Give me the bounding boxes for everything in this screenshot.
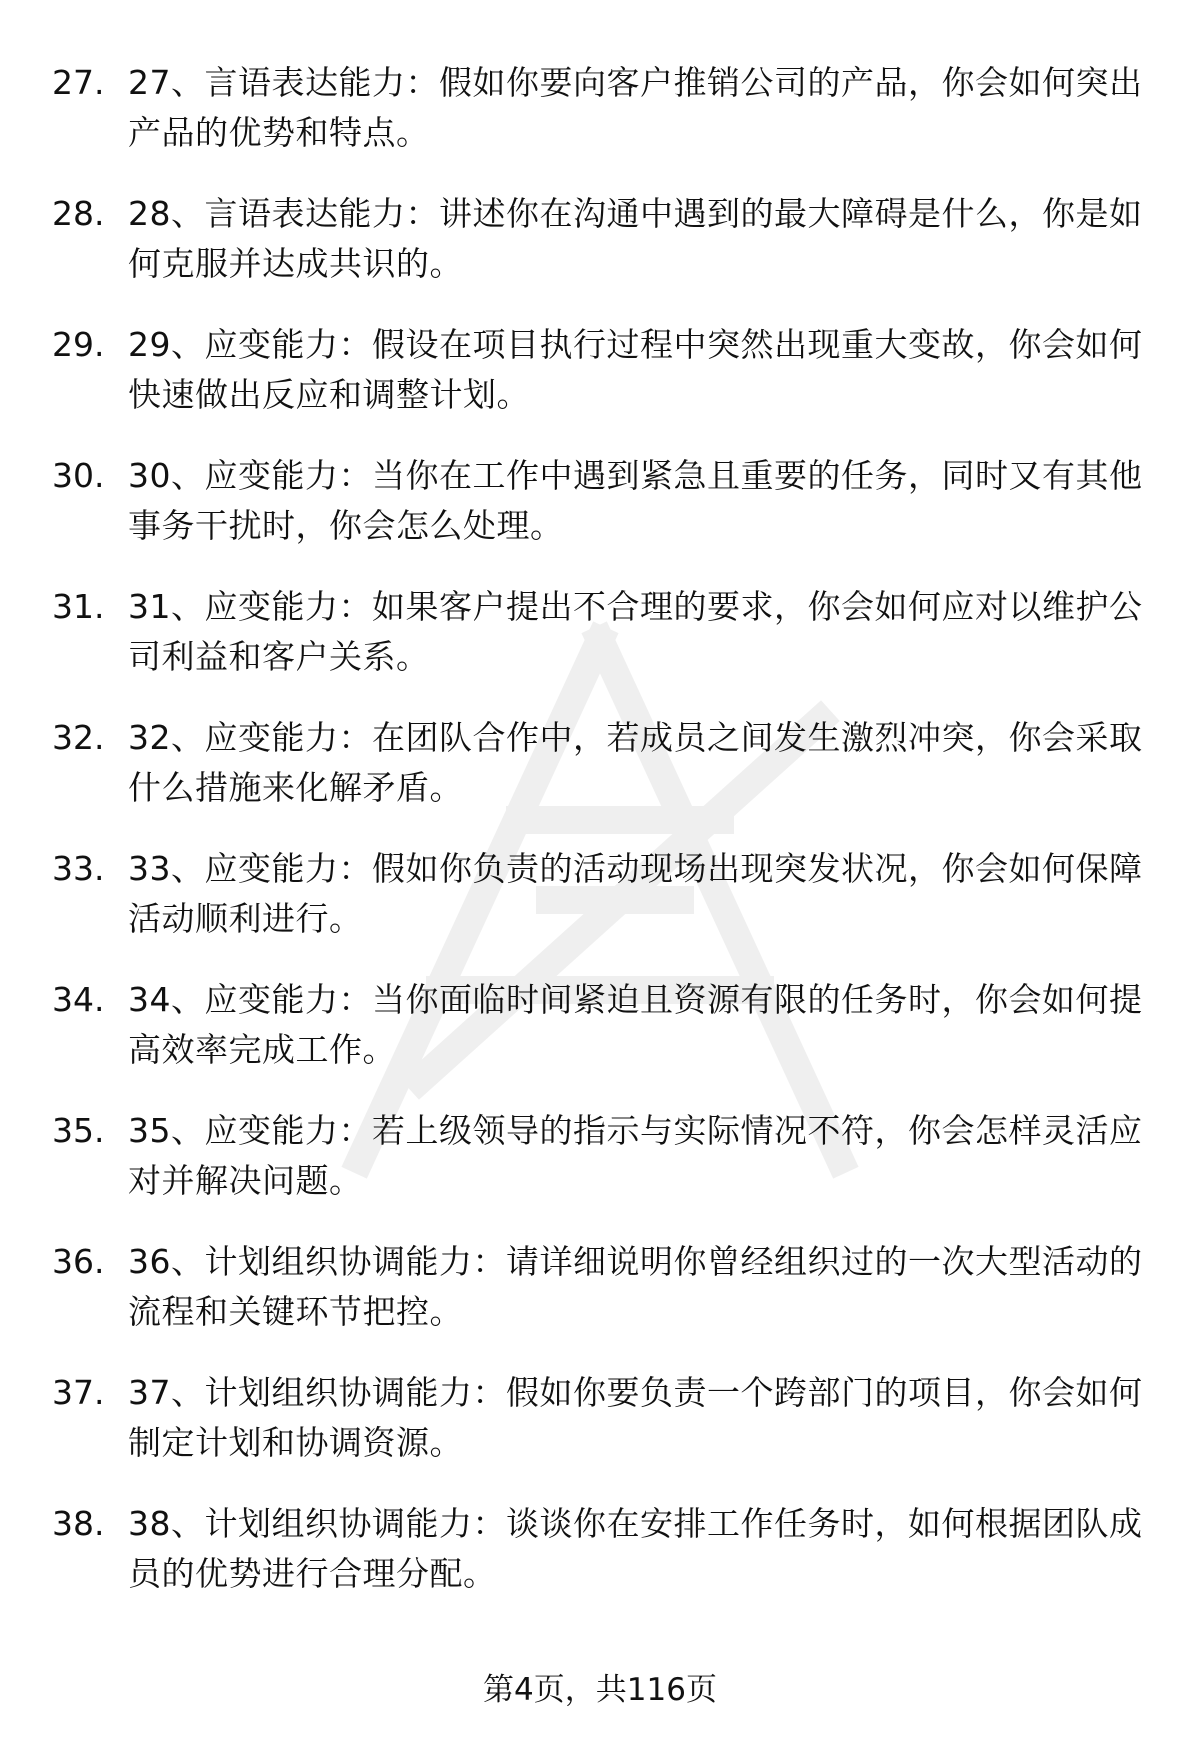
list-item (0, 1368, 1200, 1499)
question-text: 33、应变能力：假如你负责的活动现场出现突发状况，你会如何保障活动顺利进行。 (128, 849, 1143, 938)
list-item (0, 844, 1200, 975)
list-item (0, 1106, 1200, 1237)
list-item (0, 189, 1200, 320)
page-number-footer: 第4页，共116页 (483, 1672, 717, 1708)
question-number: 36. (52, 1242, 105, 1281)
question-number: 37. (52, 1373, 105, 1412)
question-number: 27. (52, 63, 105, 102)
question-number: 32. (52, 718, 105, 757)
question-text: 34、应变能力：当你面临时间紧迫且资源有限的任务时，你会如何提高效率完成工作。 (128, 980, 1143, 1069)
question-text: 38、计划组织协调能力：谈谈你在安排工作任务时，如何根据团队成员的优势进行合理分配。 (128, 1504, 1143, 1593)
question-text: 28、言语表达能力：讲述你在沟通中遇到的最大障碍是什么，你是如何克服并达成共识的。 (128, 194, 1143, 283)
question-number: 28. (52, 194, 105, 233)
list-item (0, 320, 1200, 451)
question-text: 35、应变能力：若上级领导的指示与实际情况不符，你会怎样灵活应对并解决问题。 (128, 1111, 1143, 1200)
question-text: 29、应变能力：假设在项目执行过程中突然出现重大变故，你会如何快速做出反应和调整计划。 (128, 325, 1143, 414)
question-text: 36、计划组织协调能力：请详细说明你曾经组织过的一次大型活动的流程和关键环节把控。 (128, 1242, 1143, 1331)
question-number: 34. (52, 980, 105, 1019)
question-number: 38. (52, 1504, 105, 1543)
question-text: 31、应变能力：如果客户提出不合理的要求，你会如何应对以维护公司利益和客户关系。 (128, 587, 1143, 676)
question-list (0, 58, 1200, 1630)
question-number: 29. (52, 325, 105, 364)
question-number: 35. (52, 1111, 105, 1150)
list-item (0, 975, 1200, 1106)
question-number: 31. (52, 587, 105, 626)
list-item (0, 582, 1200, 713)
question-text: 37、计划组织协调能力：假如你要负责一个跨部门的项目，你会如何制定计划和协调资源。 (128, 1373, 1143, 1462)
question-number: 30. (52, 456, 105, 495)
list-item (0, 451, 1200, 582)
list-item (0, 1499, 1200, 1630)
question-text: 32、应变能力：在团队合作中，若成员之间发生激烈冲突，你会采取什么措施来化解矛盾。 (128, 718, 1143, 807)
list-item (0, 58, 1200, 189)
list-item (0, 1237, 1200, 1368)
question-number: 33. (52, 849, 105, 888)
list-item (0, 713, 1200, 844)
question-text: 27、言语表达能力：假如你要向客户推销公司的产品，你会如何突出产品的优势和特点。 (128, 63, 1143, 152)
question-text: 30、应变能力：当你在工作中遇到紧急且重要的任务，同时又有其他事务干扰时，你会怎么处理。 (128, 456, 1143, 545)
